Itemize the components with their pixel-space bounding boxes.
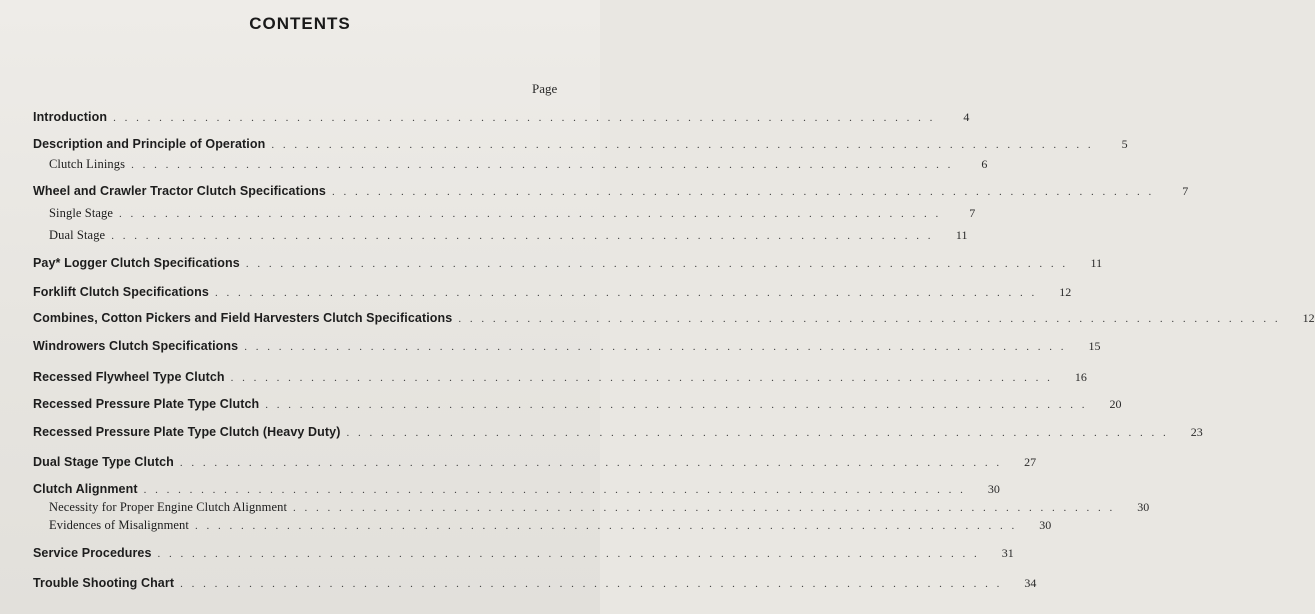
toc-subentry	[49, 500, 1150, 520]
toc-entry-title: Introduction	[33, 110, 108, 124]
toc-entry-title: Clutch Alignment	[33, 482, 138, 496]
toc-page-number: 12	[1302, 311, 1315, 325]
toc-subentry	[49, 228, 968, 248]
dot-leader: . . . . . . . . . . . . . . . . . . . . . . . . . . . . . . . . . . . . . . . . . . . . . . . . . . . . . . . . . . . . . . . . . . . . . . . .	[194, 520, 1018, 532]
dot-leader: . . . . . . . . . . . . . . . . . . . . . . . . . . . . . . . . . . . . . . . . . . . . . . . . . . . . . . . . . . . . . . . . . . . . . . . .	[119, 208, 942, 220]
toc-entry	[33, 482, 1000, 502]
toc-page-number: 23	[1190, 425, 1203, 439]
toc-entry-title: Dual Stage Type Clutch	[33, 455, 174, 469]
dot-leader: . . . . . . . . . . . . . . . . . . . . . . . . . . . . . . . . . . . . . . . . . . . . . . . . . . . . . . . . . . . . . . . . . . . . . . . .	[143, 484, 966, 496]
toc-entry	[33, 184, 1189, 204]
dot-leader: . . . . . . . . . . . . . . . . . . . . . . . . . . . . . . . . . . . . . . . . . . . . . . . . . . . . . . . . . . . . . . . . . . . . . . . .	[131, 159, 954, 171]
dot-leader: . . . . . . . . . . . . . . . . . . . . . . . . . . . . . . . . . . . . . . . . . . . . . . . . . . . . . . . . . . . . . . . . . . . . . . . .	[111, 230, 934, 242]
toc-entry	[33, 425, 1203, 445]
toc-page-number: 16	[1074, 370, 1087, 384]
page-heading: CONTENTS	[249, 14, 351, 33]
toc-page-number: 6	[981, 157, 988, 171]
toc-page-number: 27	[1024, 455, 1037, 469]
dot-leader: . . . . . . . . . . . . . . . . . . . . . . . . . . . . . . . . . . . . . . . . . . . . . . . . . . . . . . . . . . . . . . . . . . . . . . . .	[214, 287, 1038, 299]
toc-entry-title: Service Procedures	[33, 546, 152, 560]
toc-page-number: 7	[1182, 184, 1189, 198]
toc-entry	[33, 256, 1103, 276]
toc-entry	[33, 576, 1037, 596]
toc-subentry	[49, 157, 988, 177]
toc-page-number: 30	[987, 482, 1000, 496]
toc-entry-title: Forklift Clutch Specifications	[33, 285, 209, 299]
toc-page-number: 11	[1090, 256, 1103, 270]
toc-subentry	[49, 518, 1052, 538]
dot-leader: . . . . . . . . . . . . . . . . . . . . . . . . . . . . . . . . . . . . . . . . . . . . . . . . . . . . . . . . . . . . . . . . . . . . . . . .	[331, 186, 1155, 198]
toc-page-number: 12	[1059, 285, 1072, 299]
toc-entry	[33, 311, 1315, 331]
dot-leader: . . . . . . . . . . . . . . . . . . . . . . . . . . . . . . . . . . . . . . . . . . . . . . . . . . . . . . . . . . . . . . . . . . . . . . . .	[293, 502, 1116, 514]
toc-entry-title: Dual Stage	[49, 228, 106, 242]
toc-entry-title: Recessed Pressure Plate Type Clutch (Heavy Duty)	[33, 425, 341, 439]
dot-leader: . . . . . . . . . . . . . . . . . . . . . . . . . . . . . . . . . . . . . . . . . . . . . . . . . . . . . . . . . . . . . . . . . . . . . . . .	[157, 548, 980, 560]
toc-page-number: 30	[1039, 518, 1052, 532]
toc-entry-title: Recessed Flywheel Type Clutch	[33, 370, 225, 384]
dot-leader: . . . . . . . . . . . . . . . . . . . . . . . . . . . . . . . . . . . . . . . . . . . . . . . . . . . . . . . . . . . . . . . . . . . . . . . .	[346, 427, 1169, 439]
toc-entry	[33, 455, 1037, 475]
toc-entry-title: Pay* Logger Clutch Specifications	[33, 256, 240, 270]
toc-entry	[33, 285, 1072, 305]
toc-entry-title: Evidences of Misalignment	[49, 518, 189, 532]
toc-entry	[33, 339, 1101, 359]
toc-entry	[33, 397, 1122, 417]
toc-page-number: 5	[1121, 137, 1128, 151]
toc-entry-title: Necessity for Proper Engine Clutch Alignment	[49, 500, 288, 514]
page-column-label: Page	[532, 81, 558, 96]
dot-leader: . . . . . . . . . . . . . . . . . . . . . . . . . . . . . . . . . . . . . . . . . . . . . . . . . . . . . . . . . . . . . . . . . . . . . . . .	[180, 578, 1003, 590]
toc-entry-title: Trouble Shooting Chart	[33, 576, 175, 590]
toc-page-number: 11	[955, 228, 968, 242]
toc-page-number: 7	[969, 206, 976, 220]
toc-page-number: 4	[963, 110, 970, 124]
toc-entry-title: Description and Principle of Operation	[33, 137, 266, 151]
toc-page-number: 31	[1001, 546, 1014, 560]
toc-entry-title: Clutch Linings	[49, 157, 126, 171]
toc-page-number: 30	[1137, 500, 1150, 514]
dot-leader: . . . . . . . . . . . . . . . . . . . . . . . . . . . . . . . . . . . . . . . . . . . . . . . . . . . . . . . . . . . . . . . . . . . . . . . .	[271, 139, 1094, 151]
toc-entry	[33, 546, 1014, 566]
dot-leader: . . . . . . . . . . . . . . . . . . . . . . . . . . . . . . . . . . . . . . . . . . . . . . . . . . . . . . . . . . . . . . . . . . . . . . . .	[458, 313, 1281, 325]
toc-entry-title: Single Stage	[49, 206, 114, 220]
toc-entry	[33, 370, 1087, 390]
toc-entry	[33, 137, 1128, 157]
toc-entry-title: Windrowers Clutch Specifications	[33, 339, 239, 353]
toc-subentry	[49, 206, 976, 226]
toc-entry-title: Wheel and Crawler Tractor Clutch Specifications	[33, 184, 326, 198]
dot-leader: . . . . . . . . . . . . . . . . . . . . . . . . . . . . . . . . . . . . . . . . . . . . . . . . . . . . . . . . . . . . . . . . . . . . . . . .	[230, 372, 1053, 384]
toc-page-number: 20	[1109, 397, 1122, 411]
dot-leader: . . . . . . . . . . . . . . . . . . . . . . . . . . . . . . . . . . . . . . . . . . . . . . . . . . . . . . . . . . . . . . . . . . . . . . . .	[244, 341, 1067, 353]
dot-leader: . . . . . . . . . . . . . . . . . . . . . . . . . . . . . . . . . . . . . . . . . . . . . . . . . . . . . . . . . . . . . . . . . . . . . . . .	[179, 457, 1003, 469]
toc-page-number: 15	[1088, 339, 1101, 353]
dot-leader: . . . . . . . . . . . . . . . . . . . . . . . . . . . . . . . . . . . . . . . . . . . . . . . . . . . . . . . . . . . . . . . . . . . . . . . .	[113, 112, 936, 124]
toc-entry-title: Recessed Pressure Plate Type Clutch	[33, 397, 260, 411]
dot-leader: . . . . . . . . . . . . . . . . . . . . . . . . . . . . . . . . . . . . . . . . . . . . . . . . . . . . . . . . . . . . . . . . . . . . . . . .	[265, 399, 1088, 411]
toc-entry	[33, 110, 970, 130]
dot-leader: . . . . . . . . . . . . . . . . . . . . . . . . . . . . . . . . . . . . . . . . . . . . . . . . . . . . . . . . . . . . . . . . . . . . . . . .	[245, 258, 1069, 270]
toc-entry-title: Combines, Cotton Pickers and Field Harvesters Clutch Specifications	[33, 311, 453, 325]
toc-page-number: 34	[1024, 576, 1037, 590]
